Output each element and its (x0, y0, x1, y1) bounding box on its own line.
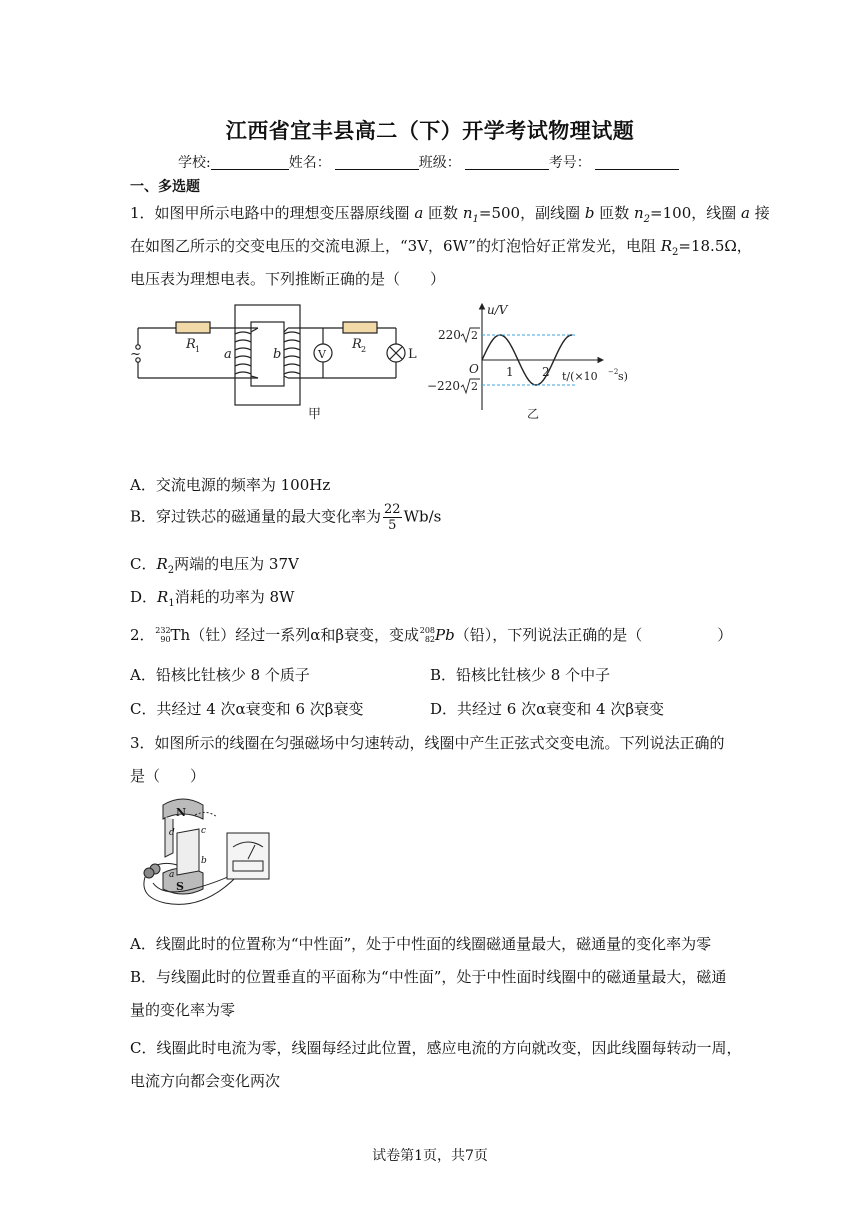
r1-label: R (186, 337, 196, 352)
north-pole-label: N (176, 806, 187, 819)
q1-option-c-text: 两端的电压为 37V (174, 555, 299, 573)
figure-yi-caption: 乙 (527, 407, 540, 421)
lead-z: 82 (424, 635, 436, 644)
school-label: 学校: (178, 155, 211, 171)
voltmeter-label: V (318, 348, 326, 361)
sqrt-arg-bottom: 2 (471, 380, 478, 393)
q1-text: =500，副线圈 (478, 204, 585, 222)
thorium-mass: 232 (155, 626, 171, 635)
student-info-line (178, 152, 679, 172)
ac-source-symbol: ~ (130, 347, 141, 362)
lead-mass: 208 (419, 626, 436, 635)
fraction (383, 502, 402, 533)
q3-line-1: 3．如图所示的线圈在匀强磁场中匀速转动，线圈中产生正弦式交变电流。下列说法正确的 (130, 734, 725, 752)
lamp-label: L (408, 347, 417, 362)
point-b-label: b (201, 856, 207, 866)
q2-stem (130, 624, 733, 645)
q1-text: 在如图乙所示的交变电压的交流电源上，“3V，6W”的灯泡恰好正常发光，电阻 (130, 237, 661, 255)
exam-number-field[interactable] (595, 155, 679, 170)
q1-n2: n (634, 204, 644, 222)
school-field[interactable] (211, 155, 289, 170)
q2-option-b[interactable]: B．铅核比钍核少 8 个中子 (430, 666, 611, 684)
q1-coil-a: a (741, 204, 750, 222)
name-field[interactable] (335, 155, 419, 170)
q1-r2: R (660, 237, 673, 255)
q1-option-b-text: B．穿过铁芯的磁通量的最大变化率为 (130, 507, 382, 526)
q3-option-b-line-1[interactable]: B．与线圈此时的位置垂直的平面称为“中性面”，处于中性面时线圈中的磁通量最大，磁通 (130, 968, 727, 986)
t-tick-1: 1 (506, 365, 514, 379)
fraction-denominator: 5 (388, 518, 397, 533)
q2-number: 2． (130, 626, 155, 644)
q1-line-3: 电压表为理想电表。下列推断正确的是（ ） (130, 270, 446, 288)
q3-option-c-line-1[interactable]: C．线圈此时电流为零，线圈每经过此位置，感应电流的方向就改变，因此线圈每转动一周， (130, 1039, 742, 1057)
class-label: 班级： (418, 155, 461, 171)
figure-jia-caption: 甲 (308, 407, 322, 422)
lead-symbol: Pb (435, 626, 455, 644)
q1-option-c[interactable] (130, 553, 299, 576)
q2-option-d[interactable]: D．共经过 6 次α衰变和 4 次β衰变 (430, 700, 664, 718)
origin-label: O (469, 362, 479, 376)
q1-option-c-prefix: C． (130, 555, 157, 573)
q1-option-c-sub: 2 (167, 565, 175, 576)
q1-text: 匝数 (423, 204, 463, 222)
t-axis-unit: s) (618, 370, 628, 383)
q3-line-2: 是（ ） (130, 767, 206, 785)
page-title: 江西省宜丰县高二（下）开学考试物理试题 (225, 118, 635, 143)
page-footer: 试卷第1页，共7页 (372, 1148, 488, 1164)
q1-n2-sub: 2 (643, 214, 651, 225)
thorium-nuclide (155, 626, 171, 644)
name-label: 姓名： (288, 155, 331, 171)
q1-text: =18.5Ω， (678, 237, 752, 255)
r2-sub: 2 (361, 345, 367, 354)
q1-coil-b: b (584, 204, 595, 222)
q1-text: =100，线圈 (650, 204, 742, 222)
q2-option-c[interactable]: C．共经过 4 次α衰变和 6 次β衰变 (130, 700, 364, 718)
t-tick-2: 2 (542, 365, 550, 379)
thorium-symbol: Th (170, 626, 191, 644)
point-d-label: d (169, 828, 175, 838)
point-a-label: a (169, 870, 175, 880)
q1-n1: n (462, 204, 473, 222)
q1-option-d-sub: 1 (168, 598, 175, 609)
lead-nuclide (419, 626, 435, 644)
q1-n1-sub: 1 (472, 214, 479, 225)
q1-option-b-unit: Wb/s (403, 507, 442, 526)
q1-option-d[interactable] (130, 586, 294, 609)
q2-text: （铅），下列说法正确的是（ ） (454, 626, 733, 644)
q1-option-d-text: 消耗的功率为 8W (174, 588, 295, 606)
q3-option-a[interactable]: A．线圈此时的位置称为“中性面”，处于中性面的线圈磁通量最大，磁通量的变化率为零 (130, 935, 712, 953)
y-tick-top: 220 (438, 328, 461, 342)
south-pole-label: S (176, 880, 184, 893)
q1-line-2 (130, 235, 752, 258)
thorium-z: 90 (160, 635, 171, 644)
q1-figure-voltage-graph (425, 298, 635, 425)
r1-sub: 1 (195, 345, 201, 354)
q1-option-b[interactable] (130, 502, 441, 533)
q1-figure-circuit (128, 300, 428, 425)
q2-text: （钍）经过一系列α和β衰变，变成 (190, 626, 420, 644)
t-axis-label: t/(×10 (562, 370, 598, 383)
r2-label: R (352, 337, 362, 352)
exam-number-label: 考号： (548, 155, 591, 171)
q3-option-b-line-2[interactable]: 量的变化率为零 (130, 1001, 236, 1019)
q1-text: 接 (749, 204, 770, 222)
sqrt-arg-top: 2 (471, 329, 478, 342)
coil-b-label: b (273, 347, 282, 362)
q1-option-d-r: R (157, 588, 169, 606)
u-axis-label: u/V (487, 303, 508, 317)
q2-option-a[interactable]: A．铅核比钍核少 8 个质子 (130, 666, 310, 684)
t-axis-exp: −2 (608, 368, 619, 376)
fraction-numerator: 22 (384, 502, 401, 517)
class-field[interactable] (465, 155, 549, 170)
q1-line-1 (130, 202, 770, 225)
coil-a-label: a (224, 347, 232, 362)
q3-figure-generator (135, 795, 285, 910)
q1-coil-a: a (414, 204, 424, 222)
section-heading: 一、多选题 (130, 179, 200, 195)
y-tick-bottom: −220 (427, 379, 460, 393)
q3-option-c-line-2[interactable]: 电流方向都会变化两次 (130, 1072, 281, 1090)
q1-text: 1．如图甲所示电路中的理想变压器原线圈 (130, 204, 415, 222)
q1-text: 匝数 (594, 204, 634, 222)
point-c-label: c (201, 826, 207, 836)
q1-option-c-r: R (156, 555, 168, 573)
q1-option-d-prefix: D． (130, 588, 158, 606)
q1-r2-sub: 2 (672, 247, 679, 258)
q1-option-a[interactable]: A．交流电源的频率为 100Hz (130, 476, 331, 494)
